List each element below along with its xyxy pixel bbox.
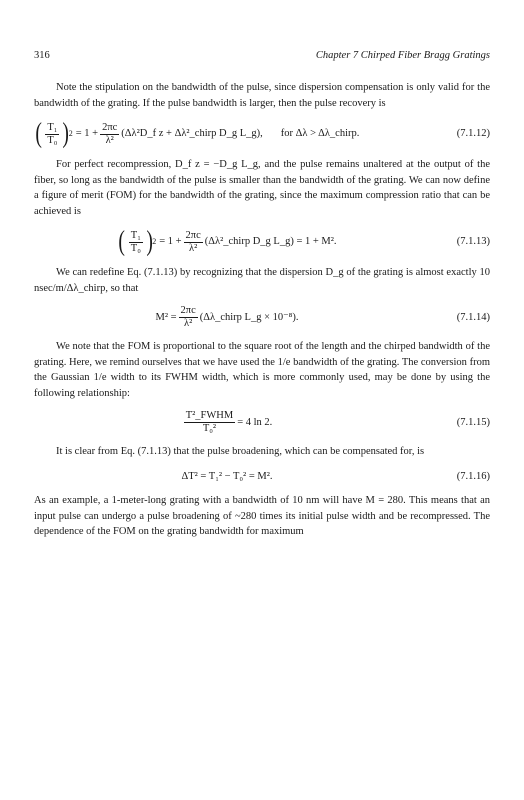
ratio-denominator: T₀ (130, 242, 141, 254)
equation-content (34, 410, 420, 435)
page-header (34, 50, 490, 61)
equation-term: (Δλ²_chirp D_g L_g) = 1 + M². (204, 236, 337, 248)
ratio-numerator: T₁ (47, 121, 58, 133)
paragraph-5: It is clear from Eq. (7.1.13) that the pulse broadening, which can be compensated for, is (56, 446, 425, 457)
coefficient-fraction (100, 122, 119, 147)
coefficient-numerator: 2πc (180, 305, 196, 316)
left-paren: ( (35, 118, 42, 149)
equation-term: = 1 + (159, 236, 182, 248)
paragraph-3: We can redefine Eq. (7.1.13) by recognizing that the dispersion D_g of the grating is almost exactly 10 nsec/m/Δλ_chirp, so that (34, 267, 490, 294)
equation-term: = 1 + (75, 128, 99, 140)
equation-term: ΔT² = T₁² − T₀² = M². (181, 470, 273, 482)
right-paren: ) (146, 226, 153, 257)
coefficient-numerator: 2πc (185, 229, 201, 241)
coefficient-denominator: λ² (189, 242, 198, 254)
equation-term: (Δλ²D_f z + Δλ²_chirp D_g L_g), (121, 128, 263, 140)
equation-7-1-12 (34, 120, 490, 148)
equation-content (34, 120, 420, 148)
paragraph-1: Note the stipulation on the bandwidth of the pulse, since dispersion compensation is only valid for the bandwidth of the grating. If the pulse bandwidth is larger, then the pulse recovery is (34, 82, 490, 109)
ratio-fraction (45, 122, 59, 147)
equation-7-1-13 (34, 228, 490, 256)
square-exponent: 2 (152, 237, 157, 247)
running-title: Chapter 7 Chirped Fiber Bragg Gratings (315, 50, 490, 61)
right-paren: ) (62, 118, 70, 149)
left-paren: ( (118, 226, 126, 257)
width-ratio-fraction (184, 410, 235, 435)
equation-number: (7.1.13) (456, 236, 490, 248)
equation-number: (7.1.15) (456, 416, 490, 428)
equation-number: (7.1.12) (456, 128, 490, 140)
equation-content (34, 305, 420, 330)
paragraph-6: As an example, a 1-meter-long grating with a bandwidth of 10 nm will have M = 280. This means that an input pulse can undergo a pulse broadening of ~280 times its initial pulse width and be recompressed. The dependence of the FOM on the grating bandwidth for maximum (34, 495, 490, 537)
equation-number: (7.1.14) (456, 311, 490, 323)
paragraph-2: For perfect recompression, D_f z = −D_g L_g, and the pulse remains unaltered at the output of the fiber, so long as the bandwidth of the pulse is smaller than the bandwidth of the grating. We can now define a figure of merit (FOM) for the bandwidth of the grating, since the maximum compression ratio that can be achieved is (34, 159, 490, 217)
equation-content (34, 469, 420, 485)
coefficient-fraction (179, 305, 198, 330)
equation-7-1-16 (34, 469, 490, 485)
equation-term: = 4 ln 2. (237, 416, 273, 428)
equation-7-1-14 (34, 305, 490, 330)
coefficient-denominator: λ² (184, 318, 193, 329)
ratio-denominator: T₀ (47, 134, 58, 146)
paragraph-4: We note that the FOM is proportional to the square root of the length and the chirped bandwidth of the grating. Here, we remind ourselves that we have used the 1/e bandwidth of the grating. The conversion from the Gaussian 1/e width to its FWHM width, which is more commonly used, may be done by using the following relationship: (34, 341, 490, 399)
equation-content (34, 228, 420, 256)
equation-number: (7.1.16) (456, 470, 490, 482)
page-number: 316 (34, 50, 50, 61)
square-exponent: 2 (68, 129, 73, 139)
ratio-denominator: T₀² (202, 423, 217, 434)
coefficient-fraction (184, 230, 203, 255)
coefficient-denominator: λ² (105, 134, 114, 146)
ratio-numerator: T²_FWHM (185, 410, 234, 421)
ratio-numerator: T₁ (130, 229, 141, 241)
equation-term: M² = (155, 311, 177, 323)
page-body (34, 80, 490, 540)
equation-condition: for Δλ > Δλ_chirp. (280, 128, 360, 140)
equation-7-1-15 (34, 410, 490, 435)
ratio-fraction (129, 230, 143, 255)
equation-term: (Δλ_chirp L_g × 10⁻⁸). (199, 311, 299, 323)
coefficient-numerator: 2πc (102, 121, 118, 133)
